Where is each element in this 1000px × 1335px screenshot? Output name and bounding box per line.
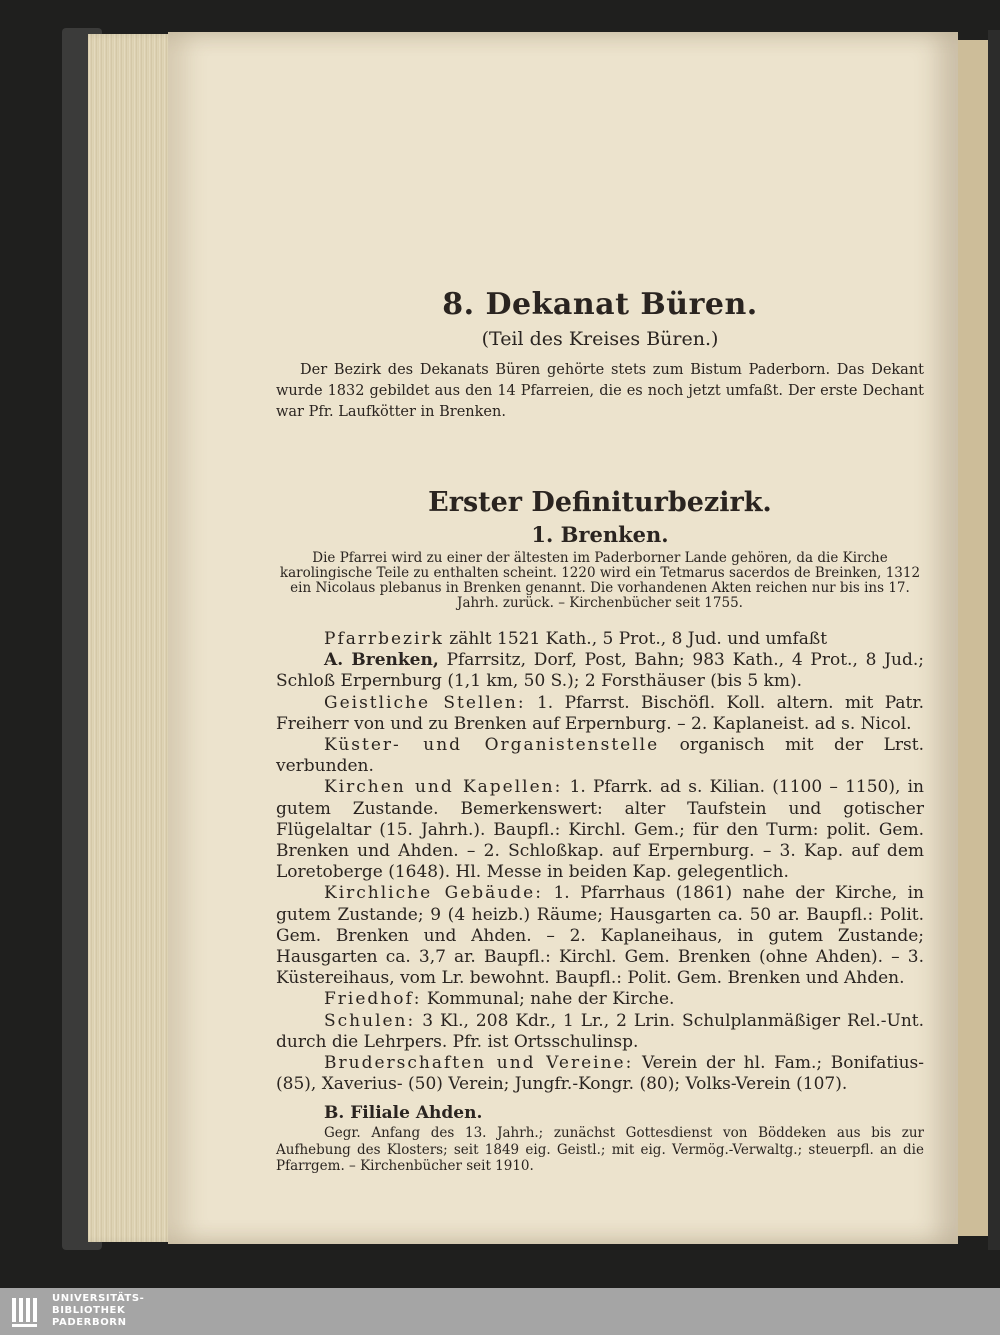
bruderschaften-text: Verein der hl. Fam.; Bonifatius- (85), Xaverius- (50) Verein; Jungfr.-Kongr. (80); Volks-Verein (107). [276,1053,925,1095]
intro-paragraph: Der Bezirk des Dekanats Büren gehörte stets zum Bistum Paderborn. Das Dekant wurde 1832 gebildet aus den 14 Pfarreien, die es noch jetzt umfaßt. Der erste Dechant war Pfr. Laufkötter in Brenken. [276,362,924,420]
library-footer [0,1288,1000,1335]
page-content [276,287,924,1175]
library-name-line3: PADERBORN [52,1317,127,1328]
library-name-line1: UNIVERSITÄTS- [52,1293,145,1304]
kirchen-paragraph [276,777,924,883]
schulen-paragraph [276,1011,924,1053]
kuester-label: Küster- und Organistenstelle [324,735,660,756]
parish-heading: 1. Brenken. [531,522,669,547]
filiale-heading: B. Filiale Ahden. [324,1103,483,1124]
filiale-paragraph: Gegr. Anfang des 13. Jahrh.; zunächst Gottesdienst von Böddeken aus bis zur Aufhebung des Klosters; seit 1849 eig. Geistl.; mit eig. Vermög.-Verwaltg.; steuerpfl. an die Pfarrgem. – Kirchenbücher seit 1910. [276,1125,924,1175]
kirchen-label: Kirchen und Kapellen: [324,777,563,798]
bruderschaften-label: Bruderschaften und Vereine: [324,1053,634,1074]
parish-intro: Die Pfarrei wird zu einer der ältesten im Paderborner Lande gehören, da die Kirche karolingische Teile zu enthalten scheint. 1220 wird ein Tetmarus sacerdos de Breinken, 1312 ein Nicolaus plebanus in Brenken genannt. Die vorhandenen Akten reichen nur bis ins 17. Jahrh. zurück. – Kirchenbücher seit 1755. [279,550,921,611]
section-heading: Erster Definiturbezirk. [428,487,772,518]
library-name-line2: BIBLIOTHEK [52,1305,126,1316]
a-brenken-text: Pfarrsitz, Dorf, Post, Bahn; 983 Kath., 4 Prot., 8 Jud.; Schloß Erpernburg (1,1 km, 50 S.); 2 Forsthäuser (bis 5 km). [276,650,925,692]
kirchen-text: 1. Pfarrk. ad s. Kilian. (1100 – 1150), in gutem Zustande. Bemerkenswert: alter Taufstein und gotischer Flügelaltar (15. Jahrh.). Baupfl.: Kirchl. Gem.; für den Turm: polit. Gem. Brenken und Ahden. – 2. Schloßkap. auf Erpernburg. – 3. Kap. auf dem Loretoberge (1648). Hl. Messe in beiden Kap. gelegentlich. [276,777,925,883]
page-subheading: (Teil des Kreises Büren.) [481,328,719,350]
kuester-paragraph [276,735,924,777]
page-heading: 8. Dekanat Büren. [442,287,758,322]
pfarrbezirk-text: zählt 1521 Kath., 5 Prot., 8 Jud. und umfaßt [449,629,828,649]
geistliche-paragraph [276,693,924,735]
gebaeude-text: 1. Pfarrhaus (1861) nahe der Kirche, in gutem Zustande; 9 (4 heizb.) Räume; Hausgarten ca. 50 ar. Baupfl.: Polit. Gem. Brenken und Ahden. – 2. Kaplaneihaus, in gutem Zustande; Hausgarten ca. 3,7 ar. Baupfl.: Kirchl. Gem. Brenken (ohne Ahden). – 3. Küstereihaus, vom Lr. bewohnt. Baupfl.: Polit. Gem. Brenken und Ahden. [276,883,925,989]
kuester-text: organisch mit der Lrst. verbunden. [276,735,924,777]
friedhof-label: Friedhof: [324,989,422,1010]
book-page [168,32,958,1244]
geistliche-label: Geistliche Stellen: [324,692,526,713]
library-logo-icon [10,1294,46,1330]
a-brenken-paragraph [276,650,924,692]
gebaeude-label: Kirchliche Gebäude: [324,883,543,904]
book-cover-right [988,30,1000,1250]
friedhof-paragraph [276,989,924,1010]
pfarrbezirk-paragraph [276,629,924,650]
pfarrbezirk-label: Pfarrbezirk [324,629,444,649]
a-brenken-label: A. Brenken, [324,650,439,671]
gebaeude-paragraph [276,883,924,989]
bruderschaften-paragraph [276,1053,924,1095]
library-name [52,1293,144,1329]
geistliche-text: 1. Pfarrst. Bischöfl. Koll. altern. mit Patr. Freiherr von und zu Brenken auf Erpernburg. – 2. Kaplaneist. ad s. Nicol. [276,692,925,734]
facing-page-edge [958,40,988,1236]
schulen-text: 3 Kl., 208 Kdr., 1 Lr., 2 Lrin. Schulplanmäßiger Rel.-Unt. durch die Lehrpers. Pfr. ist Ortsschulinsp. [276,1010,925,1052]
schulen-label: Schulen: [324,1010,416,1031]
friedhof-text: Kommunal; nahe der Kirche. [426,989,675,1010]
